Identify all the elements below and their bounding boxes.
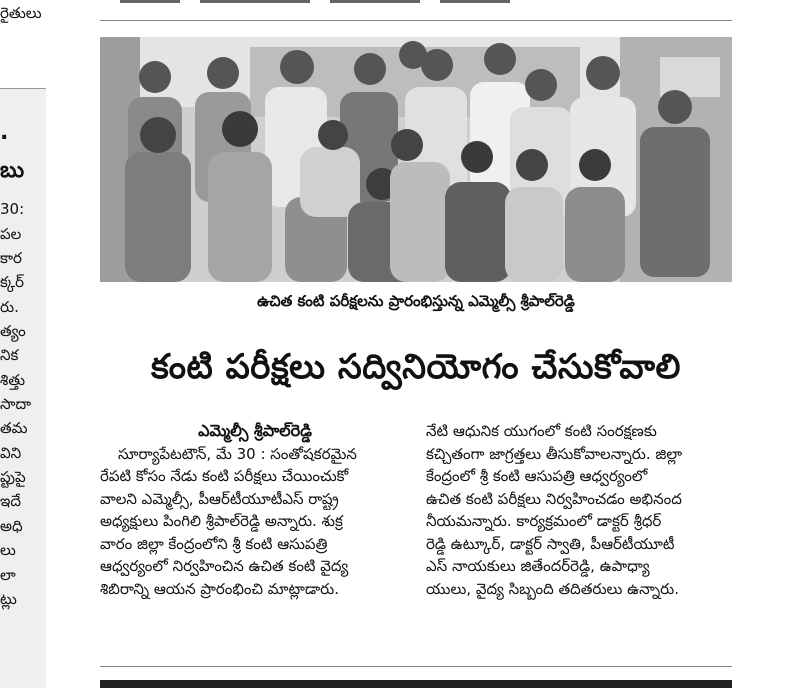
adjacent-text-fragment: ప్టుపై [0, 468, 26, 486]
body-line: శిబిరాన్ని ఆయన ప్రారంభించి మాట్లాడారు. [100, 579, 340, 598]
body-line: సూర్యాపేటటౌన్, మే 30 : సంతోషకరమైన [118, 444, 357, 463]
body-line: వాలని ఎమ్మెల్సీ, పీఆర్‌టీయూటీఎస్ రాష్ట్ర [100, 489, 339, 508]
adjacent-text-fragment: ఇదే [0, 492, 21, 510]
adjacent-text-fragment: అధి [0, 517, 23, 535]
adjacent-text-fragment: 30: [0, 200, 25, 218]
adjacent-text-fragment: నిక [0, 346, 19, 364]
adjacent-text-fragment: ట్లు [0, 590, 17, 608]
adjacent-text-fragment: క్కర్ [0, 273, 24, 291]
body-line: నేటి ఆధునిక యుగంలో కంటి సంరక్షణకు [426, 422, 657, 440]
body-line: ఉచిత కంటి పరీక్షలు నిర్వహించడం అభినంద [426, 489, 682, 508]
body-line: అధ్యక్షులు పింగిలి శ్రీపాల్‌రెడ్డి అన్నారు. శుక్ర [100, 512, 343, 530]
article-body-column-2 [426, 420, 736, 600]
body-line: రేపటి కోసం నేడు కంటి పరీక్షలు చేయించుకో [100, 467, 349, 485]
previous-article-tail [100, 0, 730, 10]
top-divider [100, 20, 732, 21]
next-article-clipped [100, 680, 732, 688]
body-line: యులు, వైద్య సిబ్బంది తదితరులు ఉన్నారు. [426, 579, 680, 598]
group-photo-illustration [100, 37, 732, 282]
adjacent-heading-fragment: బు [0, 158, 25, 183]
adjacent-text-fragment: కార [0, 249, 22, 267]
body-line: కచ్చితంగా జాగ్రత్తలు తీసుకోవాలన్నారు. జిల్లా [426, 444, 683, 463]
adjacent-text-fragment: పల [0, 225, 22, 243]
adjacent-text-fragment: సాదా [0, 395, 32, 413]
adjacent-text-fragment: లు [0, 541, 16, 559]
body-line: ఆధ్వర్యంలో నిర్వహించిన ఉచిత కంటి వైద్య [100, 557, 349, 575]
article-body-column-1 [100, 420, 410, 600]
adjacent-text-fragment: విని [0, 444, 22, 462]
article-byline: ఎమ్మెల్సీ శ్రీపాల్‌రెడ్డి [198, 421, 312, 440]
group-photo [100, 37, 732, 282]
adjacent-text-fragment: శిత్తు [0, 371, 26, 389]
adjacent-text-fragment: . [0, 120, 9, 145]
adjacent-text-fragment: లా [0, 566, 16, 584]
body-line: ఎస్ నాయకులు జితేందర్‌రెడ్డి, ఉపాధ్యా [426, 557, 650, 575]
adjacent-article-column [0, 0, 48, 688]
clipped-text-strokes [100, 0, 730, 10]
bottom-divider [100, 666, 732, 667]
adjacent-text-fragment: తమ [0, 419, 28, 437]
adjacent-text-fragment: త్యం [0, 322, 26, 340]
body-line: నీయమన్నారు. కార్యక్రమంలో డాక్టర్ శ్రీధర్ [426, 512, 662, 530]
body-line: రెడ్డి ఉట్కూర్, డాక్టర్ స్వాతి, పీఆర్‌టీయూటీ [426, 534, 675, 553]
adjacent-text-fragment: రు. [0, 298, 19, 316]
body-line: వారం జిల్లా కేంద్రంలోని శ్రీ కంటి ఆసుపత్రి [100, 534, 328, 553]
photo-caption: ఉచిత కంటి పరీక్షలను ప్రారంభిస్తున్న ఎమ్మెల్సీ శ్రీపాల్‌రెడ్డి [257, 292, 575, 310]
body-line: కేంద్రంలో శ్రీ కంటి ఆసుపత్రి ఆధ్వర్యంలో [426, 467, 648, 485]
article-headline: కంటి పరీక్షలు సద్వినియోగం చేసుకోవాలి [151, 347, 681, 387]
adjacent-text-fragment: రైతులు [0, 4, 42, 22]
